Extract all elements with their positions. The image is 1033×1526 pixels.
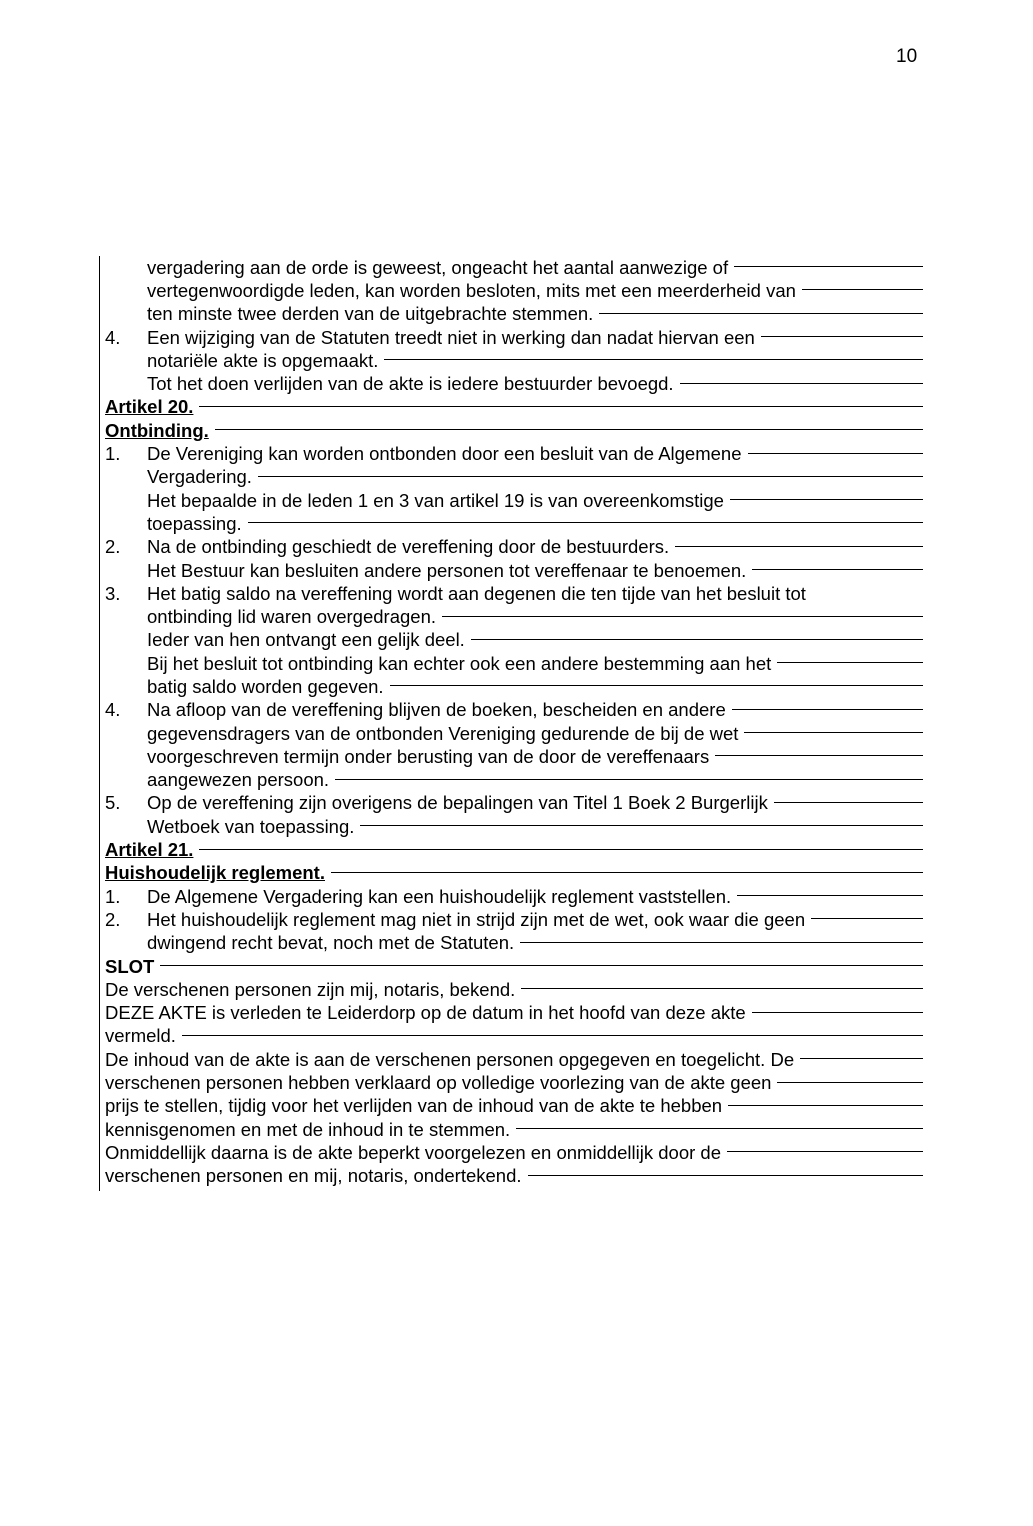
line-text: Tot het doen verlijden van de akte is iedere bestuurder bevoegd. [147, 373, 674, 395]
section-heading: Ontbinding. [105, 419, 209, 441]
fill-rule [777, 1082, 923, 1083]
fill-rule [748, 453, 924, 454]
section-heading: Artikel 21. [105, 839, 194, 861]
line-text: aangewezen persoon. [147, 769, 330, 791]
line-text: Het huishoudelijk reglement mag niet in strijd zijn met de wet, ook waar die geen [147, 908, 806, 930]
text-line [105, 885, 923, 908]
line-text: Het batig saldo na vereffening wordt aan degenen die ten tijde van het besluit tot [147, 582, 806, 604]
fill-rule [728, 1105, 923, 1106]
text-line [105, 675, 923, 698]
text-line [105, 1165, 923, 1188]
text-line [105, 769, 923, 792]
text-line [105, 559, 923, 582]
fill-rule [160, 965, 923, 966]
line-text: Een wijziging van de Statuten treedt niet in werking dan nadat hiervan een [147, 326, 755, 348]
text-line [105, 605, 923, 628]
fill-rule [734, 266, 923, 267]
text-line [105, 1095, 923, 1118]
fill-rule [675, 546, 923, 547]
fill-rule [761, 336, 923, 337]
text-line [105, 1048, 923, 1071]
fill-rule [528, 1175, 923, 1176]
fill-rule [360, 825, 923, 826]
margin-rule [99, 256, 100, 1191]
line-text: verschenen personen hebben verklaard op volledige voorlezing van de akte geen [105, 1072, 772, 1094]
line-text: notariële akte is opgemaakt. [147, 349, 379, 371]
line-text: vermeld. [105, 1025, 176, 1047]
line-text: Onmiddellijk daarna is de akte beperkt voorgelezen en onmiddellijk door de [105, 1141, 722, 1163]
line-text: dwingend recht bevat, noch met de Statuten. [147, 932, 515, 954]
line-text: Vergadering. [147, 466, 252, 488]
line-text: Het bepaalde in de leden 1 en 3 van artikel 19 is van overeenkomstige [147, 489, 724, 511]
fill-rule [258, 476, 923, 477]
fill-rule [199, 849, 923, 850]
text-line [105, 466, 923, 489]
text-line [105, 932, 923, 955]
fill-rule [384, 359, 923, 360]
line-text: gegevensdragers van de ontbonden Vereniging gedurende de bij de wet [147, 722, 739, 744]
line-text: voorgeschreven termijn onder berusting van de door de vereffenaars [147, 745, 710, 767]
text-line [105, 978, 923, 1001]
line-text: ontbinding lid waren overgedragen. [147, 606, 437, 628]
fill-rule [199, 406, 923, 407]
document-body [105, 256, 923, 1188]
text-line [105, 699, 923, 722]
item-number: 4. [105, 699, 121, 721]
fill-rule [331, 872, 923, 873]
line-text: ten minste twee derden van de uitgebrachte stemmen. [147, 303, 594, 325]
line-text: Op de vereffening zijn overigens de bepalingen van Titel 1 Boek 2 Burgerlijk [147, 792, 768, 814]
fill-rule [730, 499, 923, 500]
item-number: 5. [105, 792, 121, 814]
item-number: 1. [105, 885, 121, 907]
fill-rule [774, 802, 923, 803]
line-text: prijs te stellen, tijdig voor het verlijden van de inhoud van de akte te hebben [105, 1095, 723, 1117]
text-line [105, 349, 923, 372]
fill-rule [182, 1035, 923, 1036]
fill-rule [335, 779, 923, 780]
line-text: Na de ontbinding geschiedt de vereffening door de bestuurders. [147, 536, 670, 558]
text-line [105, 792, 923, 815]
line-text: De inhoud van de akte is aan de verschenen personen opgegeven en toegelicht. De [105, 1048, 795, 1070]
text-line [105, 908, 923, 931]
text-line [105, 512, 923, 535]
text-line [105, 372, 923, 395]
text-line [105, 1141, 923, 1164]
text-line [105, 722, 923, 745]
section-heading: Artikel 20. [105, 396, 194, 418]
text-line [105, 652, 923, 675]
text-line [105, 582, 923, 605]
fill-rule [737, 895, 923, 896]
text-line [105, 862, 923, 885]
text-line [105, 536, 923, 559]
fill-rule [732, 709, 923, 710]
item-number: 4. [105, 326, 121, 348]
line-text: Na afloop van de vereffening blijven de boeken, bescheiden en andere [147, 699, 726, 721]
fill-rule [680, 383, 923, 384]
line-text: verschenen personen en mij, notaris, ondertekend. [105, 1165, 522, 1187]
text-line [105, 838, 923, 861]
fill-rule [811, 918, 923, 919]
text-line [105, 955, 923, 978]
line-text: Wetboek van toepassing. [147, 815, 355, 837]
line-text: Ieder van hen ontvangt een gelijk deel. [147, 629, 465, 651]
fill-rule [752, 1012, 923, 1013]
line-text: DEZE AKTE is verleden te Leiderdorp op de datum in het hoofd van deze akte [105, 1002, 746, 1024]
fill-rule [248, 522, 923, 523]
fill-rule [442, 616, 923, 617]
line-text: De Vereniging kan worden ontbonden door een besluit van de Algemene [147, 443, 742, 465]
text-line [105, 1118, 923, 1141]
fill-rule [390, 685, 923, 686]
fill-rule [521, 988, 923, 989]
item-number: 1. [105, 443, 121, 465]
fill-rule [744, 732, 923, 733]
closing-heading: SLOT [105, 955, 155, 977]
text-line [105, 442, 923, 465]
line-text: vertegenwoordigde leden, kan worden besloten, mits met een meerderheid van [147, 279, 796, 301]
text-line [105, 1071, 923, 1094]
text-line [105, 326, 923, 349]
fill-rule [471, 639, 923, 640]
fill-rule [752, 569, 923, 570]
item-number: 2. [105, 536, 121, 558]
fill-rule [215, 429, 923, 430]
line-text: batig saldo worden gegeven. [147, 675, 384, 697]
text-line [105, 303, 923, 326]
text-line [105, 279, 923, 302]
text-line [105, 396, 923, 419]
text-line [105, 489, 923, 512]
line-text: vergadering aan de orde is geweest, ongeacht het aantal aanwezige of [147, 256, 729, 278]
line-text: De verschenen personen zijn mij, notaris, bekend. [105, 978, 516, 1000]
fill-rule [520, 942, 923, 943]
fill-rule [800, 1058, 923, 1059]
fill-rule [599, 313, 923, 314]
text-line [105, 1025, 923, 1048]
text-line [105, 256, 923, 279]
item-number: 2. [105, 908, 121, 930]
text-line [105, 1002, 923, 1025]
fill-rule [802, 289, 923, 290]
line-text: kennisgenomen en met de inhoud in te stemmen. [105, 1118, 511, 1140]
item-number: 3. [105, 582, 121, 604]
text-line [105, 629, 923, 652]
page-number: 10 [896, 46, 918, 67]
text-line [105, 815, 923, 838]
fill-rule [516, 1128, 923, 1129]
text-line [105, 419, 923, 442]
fill-rule [777, 662, 923, 663]
fill-rule [727, 1151, 923, 1152]
line-text: toepassing. [147, 512, 242, 534]
line-text: Bij het besluit tot ontbinding kan echter ook een andere bestemming aan het [147, 652, 772, 674]
text-line [105, 745, 923, 768]
fill-rule [715, 755, 923, 756]
section-heading: Huishoudelijk reglement. [105, 862, 325, 884]
line-text: De Algemene Vergadering kan een huishoudelijk reglement vaststellen. [147, 885, 732, 907]
line-text: Het Bestuur kan besluiten andere personen tot vereffenaar te benoemen. [147, 559, 747, 581]
